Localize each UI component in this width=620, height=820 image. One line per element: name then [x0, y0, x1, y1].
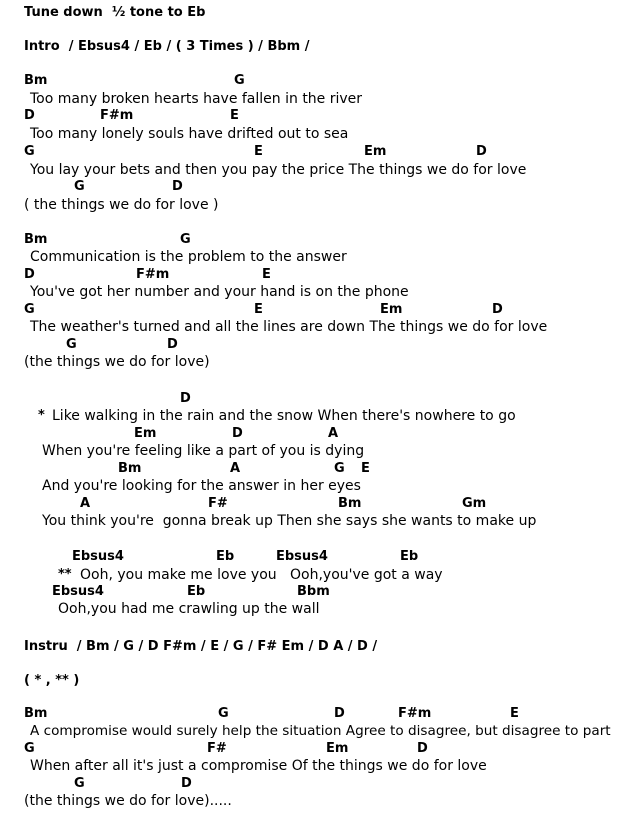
chord: Eb [187, 584, 206, 599]
chord: G [66, 337, 77, 352]
chord: Bm [338, 496, 362, 511]
section-marker: ** [58, 567, 72, 582]
chord: F#m [100, 108, 134, 123]
chord: E [361, 461, 370, 476]
lyric-line: You lay your bets and then you pay the price The things we do for love [30, 162, 527, 178]
chord: G [180, 232, 191, 247]
chord: D [181, 776, 192, 791]
chord: Ebsus4 [52, 584, 104, 599]
chord: E [510, 706, 519, 721]
chord: G [24, 144, 35, 159]
lyric-line: And you're looking for the answer in her eyes [42, 478, 361, 494]
chord: Bm [24, 706, 48, 721]
lyric-line: (the things we do for love) [24, 354, 210, 370]
chord: D [232, 426, 243, 441]
chord: G [334, 461, 345, 476]
instrumental-chords: Instru / Bm / G / D F#m / E / G / F# Em / D A / D / [24, 639, 378, 654]
chord: G [24, 302, 35, 317]
intro-chords: Intro / Ebsus4 / Eb / ( 3 Times ) / Bbm / [24, 39, 310, 54]
chord: Bbm [297, 584, 330, 599]
lyric-line: Like walking in the rain and the snow When there's nowhere to go [52, 408, 516, 424]
chord: G [74, 776, 85, 791]
chord: D [180, 391, 191, 406]
chord: D [476, 144, 487, 159]
lyric-line: When after all it's just a compromise Of the things we do for love [30, 758, 487, 774]
chord: Em [364, 144, 387, 159]
chord: Em [380, 302, 403, 317]
lyric-line: Too many broken hearts have fallen in the river [30, 91, 363, 107]
chord: E [262, 267, 271, 282]
chord: G [24, 741, 35, 756]
chord: F#m [398, 706, 432, 721]
chord: G [218, 706, 229, 721]
chord: A [328, 426, 339, 441]
lyric-line: When you're feeling like a part of you is dying [42, 443, 365, 459]
chord: E [254, 144, 263, 159]
chord: Bm [24, 73, 48, 88]
chord: Ebsus4 [276, 549, 328, 564]
chord: D [24, 108, 35, 123]
chord: D [24, 267, 35, 282]
lyric-line: The weather's turned and all the lines are down The things we do for love [30, 319, 548, 335]
chord: D [172, 179, 183, 194]
chord: D [417, 741, 428, 756]
chord: F# [207, 741, 227, 756]
lyric-line: Too many lonely souls have drifted out to sea [30, 126, 349, 142]
chord: G [234, 73, 245, 88]
section-marker: * [38, 408, 45, 423]
lyric-line: ( the things we do for love ) [24, 197, 219, 213]
chord: Eb [400, 549, 419, 564]
chord: F# [208, 496, 228, 511]
lyric-line: A compromise would surely help the situation Agree to disagree, but disagree to part [30, 723, 611, 739]
chord: A [230, 461, 241, 476]
chord: Em [326, 741, 349, 756]
chord: D [492, 302, 503, 317]
lyric-line: (the things we do for love)..... [24, 793, 232, 809]
chord: D [334, 706, 345, 721]
lyric-line: You've got her number and your hand is on the phone [30, 284, 409, 300]
chord: D [167, 337, 178, 352]
lyric-line: Ooh, you make me love you Ooh,you've got a way [80, 567, 443, 583]
repeat-marker: ( * , ** ) [24, 673, 80, 688]
lyric-line: Ooh,you had me crawling up the wall [58, 601, 320, 617]
chord: Ebsus4 [72, 549, 124, 564]
tuning-note: Tune down ½ tone to Eb [24, 5, 206, 20]
lyric-line: You think you're gonna break up Then she says she wants to make up [42, 513, 537, 529]
chord: Eb [216, 549, 235, 564]
lyric-line: Communication is the problem to the answer [30, 249, 347, 265]
chord: E [230, 108, 239, 123]
chord: F#m [136, 267, 170, 282]
chord: E [254, 302, 263, 317]
chord: Gm [462, 496, 487, 511]
chord: G [74, 179, 85, 194]
chord: Em [134, 426, 157, 441]
chord: Bm [24, 232, 48, 247]
chord: A [80, 496, 91, 511]
chord: Bm [118, 461, 142, 476]
